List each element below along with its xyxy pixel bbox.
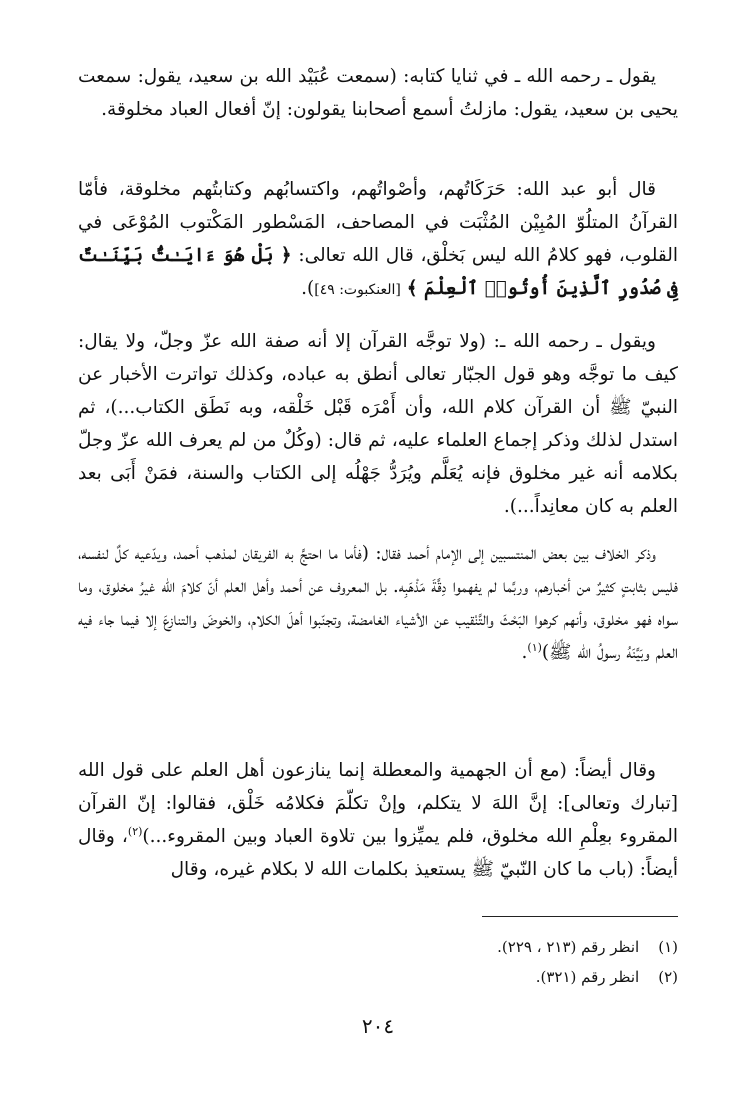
footnote-mark-2: (٢) <box>127 824 143 838</box>
paragraph-4-end: . <box>521 642 528 663</box>
paragraph-1 <box>78 60 678 126</box>
paragraph-2 <box>78 173 678 307</box>
footnotes <box>78 932 678 992</box>
paragraph-1-text: يقول ـ رحمه الله ـ في ثنايا كتابه: (سمعت عُبَيْد الله بن سعيد، يقول: سمعت يحيى بن سعيد، يقول: مازلتُ أسمع أصحابنا يقولون: إنّ أفعال العباد مخلوقة. <box>78 66 678 120</box>
paragraph-5-end: ، وقال أيضاً: (باب ما كان النّبيّ ﷺ يستعيذ بكلمات الله لا بكلام غيره، وقال <box>78 826 678 880</box>
footnote-1 <box>78 932 678 962</box>
page-number: ٢٠٤ <box>361 1014 395 1038</box>
paragraph-3-text: ويقول ـ رحمه الله ـ: (ولا توجَّه القرآن إلا أنه صفة الله عزّ وجلّ، ولا يقال: كيف ما توجَّه وهو قول الجبّار تعالى أنطق به عباده، وكذلك تواترت الأخبار عن النبيّ ﷺ أن القرآن كلام الله، وأن أَمْرَه قَبْل خَلْقه، وبه نَطَق الكتاب...)، ثم استدل لذلك وذكر إجماع العلماء عليه، ثم قال: (وكُلٌ من لم يعرف الله عزّ وجلّ بكلامه أنه غير مخلوق فإنه يُعَلَّم ويُرَدُّ جَهْلُه إلى الكتاب والسنة، فمَنْ أَبَى بعد العلم به كان معانِداً...). <box>78 331 678 517</box>
footnote-separator <box>482 916 678 917</box>
paragraph-4-text: وذكر الخلاف بين بعض المنتسبين إلى الإمام أحمد فقال: (فأما ما احتجَّ به الفريقان لمذهب أحمد، ويدّعيه كلٌ لنفسه، فليس بثابتٍ كثيرٌ من أخبارهم، وربَّما لم يفهموا دِقَّةَ مَذْهَبِه. بل المعروف عن أحمد وأهل العلم أنّ كلامَ الله غيرُ مخلوق، وما سواه فهو مخلوق، وأنهم كرهوا البَحْثَ والتَّنْقيب عن الأشياء الغامضة، وتجنّبوا أهلَ الكلام، والخوضَ والتنازعَ إلا فيما جاء فيه العلم وبَيَّنَهُ رسولُ الله ﷺ) <box>78 543 678 663</box>
paragraph-5-text: وقال أيضاً: (مع أن الجهمية والمعطلة إنما ينازعون أهل العلم على قول الله [تبارك وتعالى]: إنَّ اللهَ لا يتكلم، وإنْ تكلّمَ فكلامُه خَلْق، فقالوا: إنّ القرآن المقروء بعِلْمِ الله مخلوق، فلم يميِّزوا بين تلاوة العباد وبين المقروء...) <box>78 760 679 847</box>
paragraph-4 <box>78 537 678 669</box>
quran-verse: ﴿ بَلْ هُوَ ءَايَـٰتٌۢ بَيِّنَـٰتٌ فِى صُدُورِ ٱلَّذِينَ أُوتُوا۟ ٱلْعِلْمَ ﴾ <box>78 245 678 299</box>
paragraph-3 <box>78 325 678 523</box>
paragraph-2-text: قال أبو عبد الله: حَرَكَاتُهم، وأصْواتُهم، واكتسابُهم وكتابتُهم مخلوقة، فأمّا القرآنُ المتلُوّ المُبِيْن المُثْبَت في المصاحف، المَسْطور المَكْتوب المُوْعَى في القلوب، فهو كلامُ الله ليس بَخلْق، قال الله تعالى: <box>78 179 678 266</box>
footnote-1-number: (١) <box>658 938 678 956</box>
paragraph-5 <box>78 754 678 886</box>
verse-reference: [العنكبوت: ٤٩] <box>314 282 401 298</box>
footnote-mark-1: (١) <box>527 640 542 654</box>
footnote-1-text: انظر رقم (٢١٣ ، ٢٢٩). <box>497 938 640 956</box>
footnote-2-text: انظر رقم (٣٢١). <box>535 968 640 986</box>
footnote-2-number: (٢) <box>658 968 678 986</box>
footnote-2 <box>78 962 678 992</box>
paragraph-2-end: ). <box>301 278 315 299</box>
